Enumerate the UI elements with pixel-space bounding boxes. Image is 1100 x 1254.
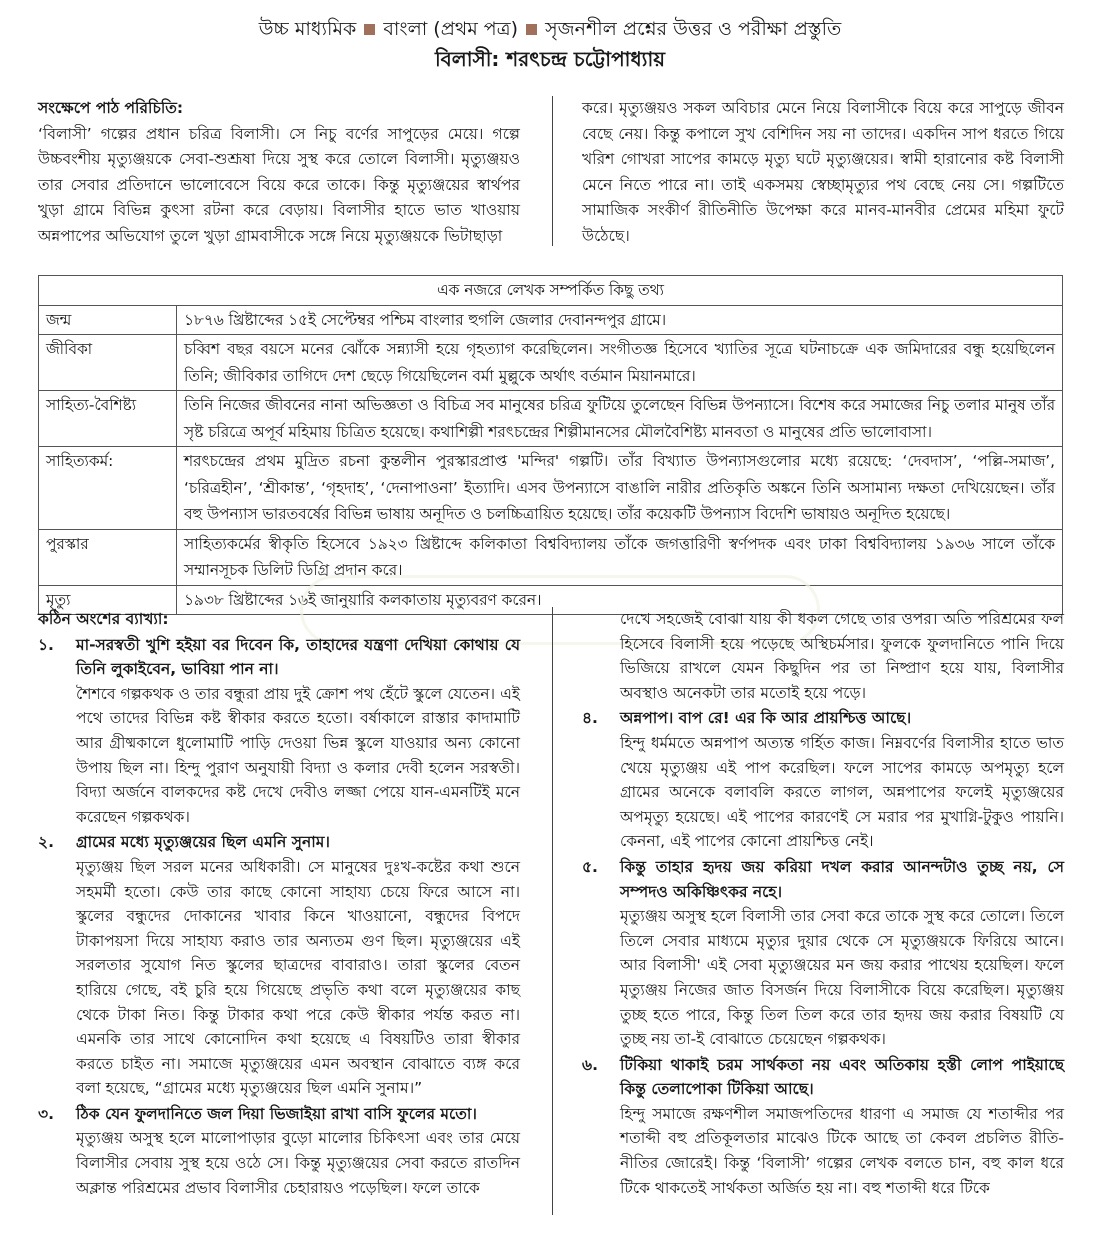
summary-right-column bbox=[582, 96, 1064, 249]
explanations-left-column bbox=[38, 607, 520, 1200]
column-divider bbox=[552, 607, 553, 1215]
fact-label: পুরস্কার bbox=[39, 529, 177, 585]
explanations-heading: কঠিন অংশের ব্যাখ্যা: bbox=[38, 610, 169, 628]
explanation-item-4 bbox=[582, 706, 1064, 731]
square-bullet-icon bbox=[364, 24, 375, 35]
fact-label: সাহিত্যকর্ম: bbox=[39, 447, 177, 530]
header-subject: বাংলা (প্রথম পত্র) bbox=[383, 18, 519, 40]
author-facts-table bbox=[38, 275, 1063, 615]
summary-left-column bbox=[38, 96, 520, 249]
fact-label: মৃত্যু bbox=[39, 585, 177, 615]
column-divider bbox=[552, 96, 553, 246]
item-body: হিন্দু ধর্মমতে অন্নপাপ অত্যন্ত গর্হিত কাজ। নিম্নবর্ণের বিলাসীর হাতে ভাত খেয়ে মৃত্যুঞ্জয় এই পাপ করেছিল। ফলে সাপের কামড়ে অপমৃত্যু হলে গ্রামের অনেকে বলাবলি করতে লাগল, অন্নপাপের ফলেই মৃত্যুঞ্জয়ের অপমৃত্যু হয়েছে। এই পাপের কারণেই সে মরার পর মুখাগ্নি-টুকুও পায়নি। কেননা, এই পাপের কোনো প্রায়শ্চিত্ত নেই। bbox=[620, 733, 1064, 851]
item-body: মৃত্যুঞ্জয় ছিল সরল মনের অধিকারী। সে মানুষের দুঃখ-কষ্টের কথা শুনে সহমর্মী হতো। কেউ তার কাছে কোনো সাহায্য চেয়ে ফিরে আসে না। স্কুলের বন্ধুদের দোকানের খাবার কিনে খাওয়ানো, বন্ধুদের বিপদে টাকাপয়সা দিয়ে সাহায্য করাও তার অন্যতম গুণ ছিল। মৃত্যুঞ্জয়ের এই সরলতার সুযোগ নিত স্কুলের ছাত্রদের বাবারাও। তারা স্কুলের বেতন হারিয়ে গেছে, বই চুরি হয়ে গিয়েছে প্রভৃতি কথা বলে মৃত্যুঞ্জয়ের কাছ থেকে টাকা নিত। কিন্তু টাকার কথা পরে কেউ স্বীকার পর্যন্ত করত না। এমনকি তার সাথে কোনোদিন কথা হয়েছে এ বিষয়টিও তারা স্বীকার করতে চাইত না। সমাজে মৃত্যুঞ্জয়ের এমন অবস্থান বোঝাতে ব্যঙ্গ করে বলা হয়েছে, “গ্রামের মধ্যে মৃত্যুঞ্জয়ের ছিল এমনি সুনাম।” bbox=[76, 857, 520, 1098]
item-body: হিন্দু সমাজে রক্ষণশীল সমাজপতিদের ধারণা এ সমাজ যে শতাব্দীর পর শতাব্দী বহু প্রতিকূলতার মাঝেও টিকে আছে তা কেবল প্রচলিত রীতি-নীতির জোরেই। কিন্তু ‘বিলাসী’ গল্পের লেখক বলতে চান, বহু কাল ধরে টিকে থাকতেই সার্থকতা অর্জিত হয় না। বহু শতাব্দী ধরে টিকে bbox=[620, 1104, 1064, 1197]
explanation-item-1 bbox=[38, 633, 520, 682]
header-topic: সৃজনশীল প্রশ্নের উত্তর ও পরীক্ষা প্রস্তুতি bbox=[545, 18, 842, 40]
item-number: ৬. bbox=[582, 1055, 598, 1074]
page-title: বিলাসী: শরৎচন্দ্র চট্টোপাধ্যায় bbox=[434, 47, 666, 71]
item-body-continued: দেখে সহজেই বোঝা যায় কী ধকল গেছে তার ওপর। অতি পরিশ্রমের ফল হিসেবে বিলাসী হয়ে পড়েছে অস্থিচর্মসার। ফুলকে ফুলদানিতে পানি দিয়ে ভিজিয়ে রাখলে যেমন কিছুদিন পর তা নিষ্প্রাণ হয়ে যায়, বিলাসীর অবস্থাও অনেকটা তার মতোই হয়ে পড়ে। bbox=[620, 610, 1064, 702]
item-body: মৃত্যুঞ্জয় অসুস্থ হলে মালোপাড়ার বুড়ো মালোর চিকিৎসা এবং তার মেয়ে বিলাসীর সেবায় সুস্থ হয়ে ওঠে সে। কিন্তু মৃত্যুঞ্জয়ের সেবা করতে রাতদিন অক্লান্ত পরিশ্রমের প্রভাব বিলাসীর চেহারায়ও পড়েছিল। ফলে তাকে bbox=[76, 1129, 520, 1197]
summary-heading: সংক্ষেপে পাঠ পরিচিতি: bbox=[38, 99, 184, 117]
item-number: ২. bbox=[38, 833, 54, 852]
item-quote: টিকিয়া থাকাই চরম সার্থকতা নয় এবং অতিকায় হস্তী লোপ পাইয়াছে কিন্তু তেলাপোকা টিকিয়া আছে। bbox=[620, 1055, 1064, 1099]
square-bullet-icon bbox=[526, 24, 537, 35]
item-number: ৩. bbox=[38, 1104, 54, 1123]
explanations-right-column bbox=[582, 607, 1064, 1200]
fact-label: জীবিকা bbox=[39, 335, 177, 391]
explanation-item-3 bbox=[38, 1102, 520, 1127]
fact-label: সাহিত্য-বৈশিষ্ট্য bbox=[39, 391, 177, 447]
item-body: মৃত্যুঞ্জয় অসুস্থ হলে বিলাসী তার সেবা করে তাকে সুস্থ করে তোলে। তিলে তিলে সেবার মাধ্যমে মৃত্যুর দুয়ার থেকে সে মৃত্যুঞ্জয়কে ফিরিয়ে আনে। আর বিলাসী' এই সেবা মৃত্যুঞ্জয়ের মন জয় করার পাথেয় হয়েছিল। ফলে মৃত্যুঞ্জয় নিজের জাত বিসর্জন দিয়ে বিলাসীকে বিয়ে করেছিল। মৃত্যুঞ্জয় তুচ্ছ হতে পারে, কিন্তু তিল তিল করে তার হৃদয় জয় করার বিষয়টি যে তুচ্ছ নয় তা-ই বোঝাতে চেয়েছেন গল্পকথক। bbox=[620, 907, 1064, 1049]
fact-value: চব্বিশ বছর বয়সে মনের ঝোঁকে সন্ন্যাসী হয়ে গৃহত্যাগ করেছিলেন। সংগীতজ্ঞ হিসেবে খ্যাতির সূত্রে ঘটনাচক্রে এক জমিদারের বন্ধু হয়েছিলেন তিনি; জীবিকার তাগিদে দেশ ছেড়ে গিয়েছিলেন বর্মা মুল্লুকে অর্থাৎ বর্তমান মিয়ানমারে। bbox=[177, 335, 1063, 391]
fact-value: ১৮৭৬ খ্রিষ্টাব্দের ১৫ই সেপ্টেম্বর পশ্চিম বাংলার হুগলি জেলার দেবানন্দপুর গ্রামে। bbox=[177, 305, 1063, 335]
fact-value: তিনি নিজের জীবনের নানা অভিজ্ঞতা ও বিচিত্র সব মানুষের চরিত্র ফুটিয়ে তুলেছেন বিভিন্ন উপন্যাসে। বিশেষ করে সমাজের নিচু তলার মানুষ তাঁর সৃষ্ট চরিত্রে অপূর্ব মহিমায় চিত্রিত হয়েছে। কথাশিল্পী শরৎচন্দ্রের শিল্পীমানসের মৌলবৈশিষ্ট্য মানবতা ও মানুষের প্রতি ভালোবাসা। bbox=[177, 391, 1063, 447]
item-number: ১. bbox=[38, 635, 54, 654]
item-body: শৈশবে গল্পকথক ও তার বন্ধুরা প্রায় দুই ক্রোশ পথ হেঁটে স্কুলে যেতেন। এই পথে তাদের বিভিন্ন কষ্ট স্বীকার করতে হতো। বর্ষাকালে রাস্তার কাদামাটি আর গ্রীষ্মকালে ধুলোমাটি পাড়ি দেওয়া ভিন্ন স্কুলে যাওয়ার অন্য কোনো উপায় ছিল না। হিন্দু পুরাণ অনুযায়ী বিদ্যা ও কলার দেবী হলেন সরস্বতী। বিদ্যা অর্জনে বালকদের কষ্ট দেখে দেবীও লজ্জা পেয়ে যান-এমনটিই মনে করেছেন গল্পকথক। bbox=[76, 684, 520, 826]
item-quote: গ্রামের মধ্যে মৃত্যুঞ্জয়ের ছিল এমনি সুনাম। bbox=[76, 833, 330, 852]
table-row bbox=[39, 447, 1063, 530]
item-quote: ঠিক যেন ফুলদানিতে জল দিয়া ভিজাইয়া রাখা বাসি ফুলের মতো। bbox=[76, 1104, 477, 1123]
explanation-item-2 bbox=[38, 830, 520, 855]
header-level: উচ্চ মাধ্যমিক bbox=[258, 18, 357, 40]
header-line bbox=[0, 14, 1100, 44]
table-row bbox=[39, 305, 1063, 335]
explanation-item-5 bbox=[582, 855, 1064, 904]
fact-label: জন্ম bbox=[39, 305, 177, 335]
fact-value: শরৎচন্দ্রের প্রথম মুদ্রিত রচনা কুন্তলীন পুরস্কারপ্রাপ্ত 'মন্দির' গল্পটি। তাঁর বিখ্যাত উপন্যাসগুলোর মধ্যে রয়েছে: ‘দেবদাস’, ‘পল্লি-সমাজ’, ‘চরিত্রহীন’, ‘শ্রীকান্ত’, ‘গৃহদাহ’, ‘দেনাপাওনা’ ইত্যাদি। এসব উপন্যাসে বাঙালি নারীর প্রতিকৃতি অঙ্কনে তিনি অসামান্য দক্ষতা দেখিয়েছেন। তাঁর বহু উপন্যাস ভারতবর্ষের বিভিন্ন ভাষায় অনূদিত ও চলচ্চিত্রায়িত হয়েছে। তাঁর কয়েকটি উপন্যাস বিদেশি ভাষায়ও অনূদিত হয়েছে। bbox=[177, 447, 1063, 530]
fact-value: ১৯৩৮ খ্রিষ্টাব্দের ১৬ই জানুয়ারি কলকাতায় মৃত্যুবরণ করেন। bbox=[177, 585, 1063, 615]
table-row bbox=[39, 391, 1063, 447]
summary-text-right: করে। মৃত্যুঞ্জয়ও সকল অবিচার মেনে নিয়ে বিলাসীকে বিয়ে করে সাপুড়ে জীবন বেছে নেয়। কিন্তু কপালে সুখ বেশিদিন সয় না তাদের। একদিন সাপ ধরতে গিয়ে খরিশ গোখরা সাপের কামড়ে মৃত্যু ঘটে মৃত্যুঞ্জয়ের। স্বামী হারানোর কষ্ট বিলাসী মেনে নিতে পারে না। তাই একসময় স্বেচ্ছামৃত্যুর পথ বেছে নেয় সে। গল্পটিতে সামাজিক সংকীর্ণ রীতিনীতি উপেক্ষা করে মানব-মানবীর প্রেমের মহিমা ফুটে উঠেছে। bbox=[582, 99, 1064, 245]
page-header bbox=[0, 0, 1100, 84]
item-number: ৪. bbox=[582, 709, 598, 728]
facts-table-heading: এক নজরে লেখক সম্পর্কিত কিছু তথ্য bbox=[39, 276, 1063, 306]
fact-value: সাহিত্যকর্মের স্বীকৃতি হিসেবে ১৯২৩ খ্রিষ্টাব্দে কলিকাতা বিশ্ববিদ্যালয় তাঁকে জগত্তারিণী স্বর্ণপদক এবং ঢাকা বিশ্ববিদ্যালয় ১৯৩৬ সালে তাঁকে সম্মানসূচক ডিলিট ডিগ্রি প্রদান করে। bbox=[177, 529, 1063, 585]
summary-text-left: ‘বিলাসী’ গল্পের প্রধান চরিত্র বিলাসী। সে নিচু বর্ণের সাপুড়ের মেয়ে। গল্পে উচ্চবংশীয় মৃত্যুঞ্জয়কে সেবা-শুশ্রূষা দিয়ে সুস্থ করে তোলে বিলাসী। মৃত্যুঞ্জয়ও তার সেবার প্রতিদানে ভালোবেসে বিয়ে করে তাকে। কিন্তু মৃত্যুঞ্জয়ের স্বার্থপর খুড়া গ্রামে বিভিন্ন কুৎসা রটনা করে বেড়ায়। বিলাসীর হাতে ভাত খাওয়ায় অন্নপাপের অভিযোগ তুলে খুড়া গ্রামবাসীকে সঙ্গে নিয়ে মৃত্যুঞ্জয়কে ভিটাছাড়া bbox=[38, 124, 520, 245]
item-quote: মা-সরস্বতী খুশি হইয়া বর দিবেন কি, তাহাদের যন্ত্রণা দেখিয়া কোথায় যে তিনি লুকাইবেন, ভাবিয়া পান না। bbox=[76, 635, 520, 679]
item-number: ৫. bbox=[582, 857, 598, 876]
explanation-item-6 bbox=[582, 1053, 1064, 1102]
item-quote: কিন্তু তাহার হৃদয় জয় করিয়া দখল করার আনন্দটাও তুচ্ছ নয়, সে সম্পদও অকিঞ্চিৎকর নহে। bbox=[620, 857, 1064, 901]
item-quote: অন্নপাপ। বাপ রে! এর কি আর প্রায়শ্চিত্ত আছে। bbox=[620, 709, 912, 728]
table-row bbox=[39, 335, 1063, 391]
